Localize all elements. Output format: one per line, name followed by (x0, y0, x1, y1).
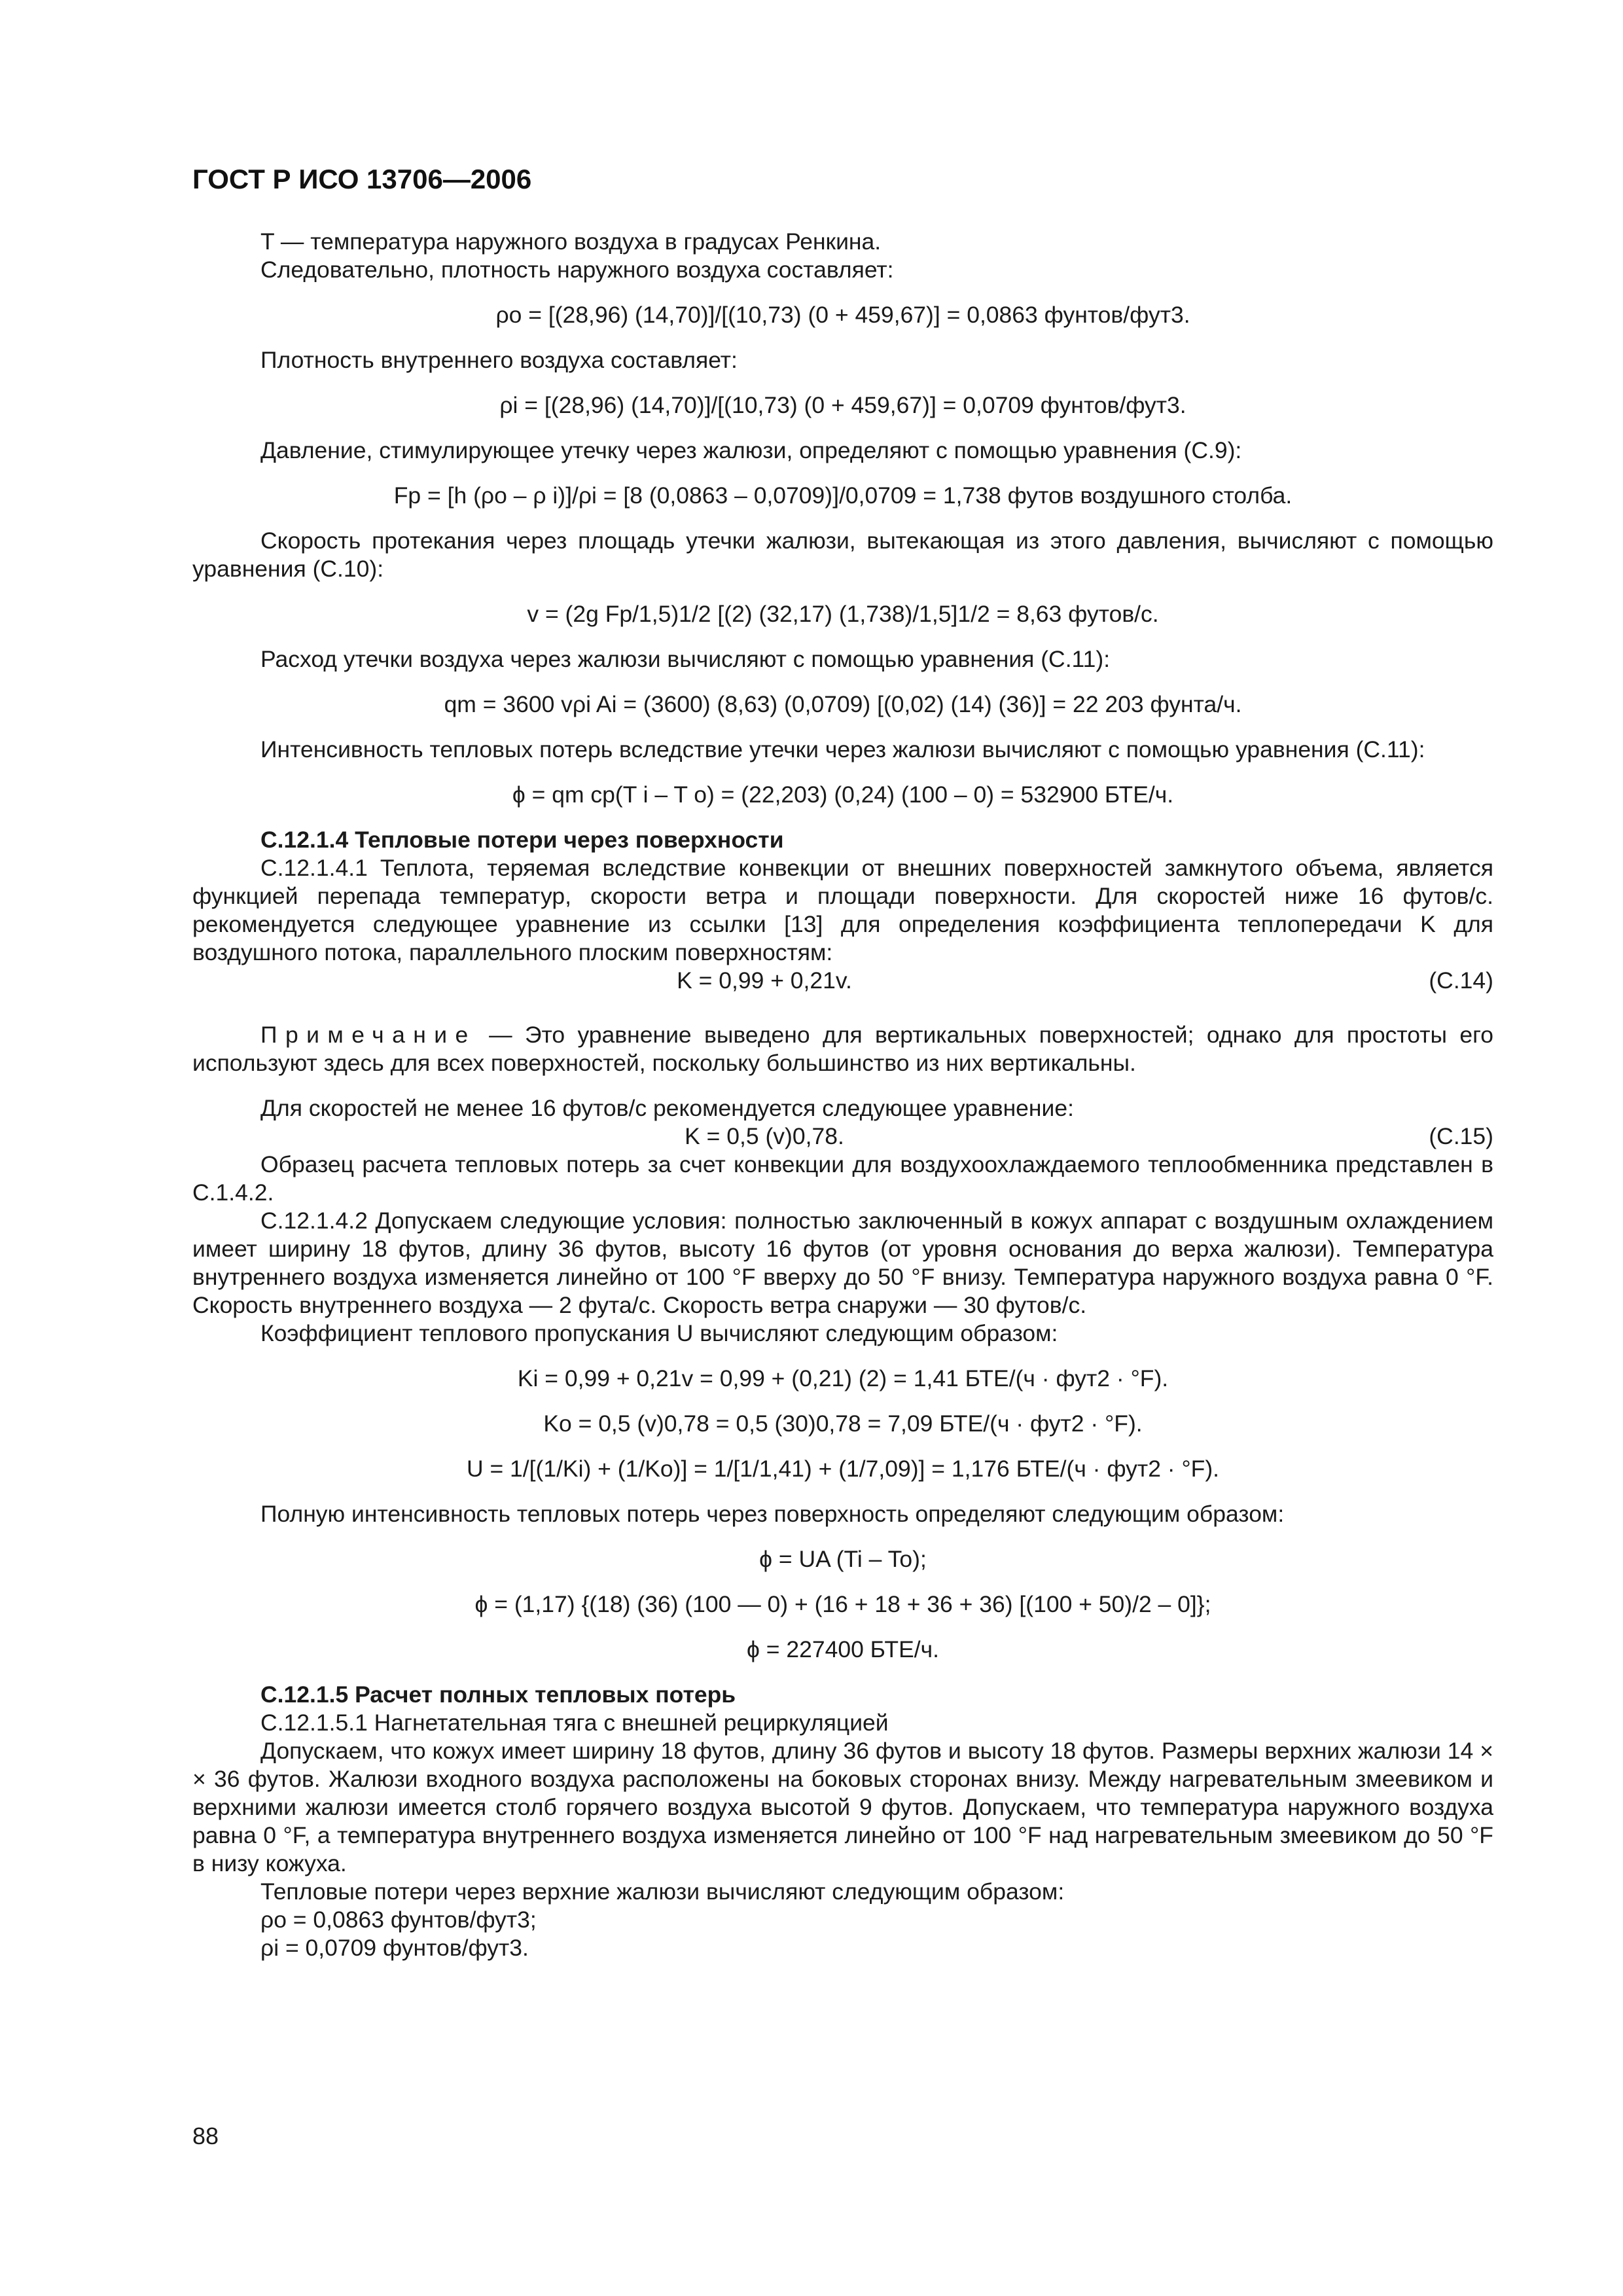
note-label: Примечание (260, 1022, 476, 1048)
paragraph: Полную интенсивность тепловых потерь через поверхность определяют следующим образом: (260, 1501, 1285, 1527)
paragraph: Образец расчета тепловых потерь за счет конвекции для воздухоохлаждаемого теплообменника представлен в C.1.4.2. (192, 1151, 1493, 1206)
paragraph: Интенсивность тепловых потерь вследствие утечки через жалюзи вычисляют с помощью уравнения (C.11): (260, 736, 1425, 762)
equation: ϕ = UA (Ti – To); (759, 1546, 927, 1572)
equation: ϕ = 227400 БТЕ/ч. (747, 1636, 939, 1662)
paragraph: Допускаем, что кожух имеет ширину 18 футов, длину 36 футов и высоту 18 футов. Размеры верхних жалюзи 14 × × 36 футов. Жалюзи входного воздуха расположены на боковых сторонах внизу. Между нагревательным змеевиком и верхними жалюзи имеется столб горячего воздуха высотой 9 футов. Допускаем, что температура наружного воздуха равна 0 °F, а температура внутреннего воздуха изменяется линейно от 100 °F над нагревательным змеевиком до 50 °F в низу кожуха. (192, 1738, 1493, 1876)
paragraph: C.12.1.4.1 Теплота, теряемая вследствие конвекции от внешних поверхностей замкнутого объема, является функцией перепада температур, скорости ветра и площади поверхности. Для скоростей ниже 16 футов/с. рекомендуется следующее уравнение из ссылки [13] для определения коэффициента теплопередачи K для воздушного потока, параллельного плоским поверхностям: (192, 855, 1493, 965)
equation: K = 0,5 (v)0,78. (685, 1123, 844, 1149)
equation: Ki = 0,99 + 0,21v = 0,99 + (0,21) (2) = 1,41 БТЕ/(ч · фут2 · °F). (517, 1365, 1169, 1391)
numbered-equation (192, 967, 1493, 995)
note (192, 1021, 1493, 1077)
paragraph: Следовательно, плотность наружного воздуха составляет: (260, 257, 894, 283)
paragraph: C.12.1.4.2 Допускаем следующие условия: полностью заключенный в кожух аппарат с воздушным охлаждением имеет ширину 18 футов, длину 36 футов, высоту 16 футов (от уровня основания до верха жалюзи). Температура внутреннего воздуха изменяется линейно от 100 °F вверху до 50 °F внизу. Температура наружного воздуха равна 0 °F. Скорость внутреннего воздуха — 2 фута/с. Скорость ветра снаружи — 30 футов/с. (192, 1208, 1493, 1318)
paragraph: C.12.1.5.1 Нагнетательная тяга с внешней рециркуляцией (260, 1710, 889, 1736)
paragraph: Плотность внутреннего воздуха составляет: (260, 347, 738, 373)
equation: ϕ = qm cp(T i – T o) = (22,203) (0,24) (100 – 0) = 532900 БТЕ/ч. (512, 781, 1174, 808)
paragraph: Для скоростей не менее 16 футов/с рекомендуется следующее уравнение: (260, 1095, 1074, 1121)
equation-number: (C.15) (1429, 1123, 1493, 1149)
note-text: — Это уравнение выведено для вертикальных поверхностей; однако для простоты его используют здесь для всех поверхностей, поскольку большинство из них вертикальны. (192, 1022, 1493, 1076)
section-heading: C.12.1.5 Расчет полных тепловых потерь (260, 1681, 736, 1708)
paragraph: Тепловые потери через верхние жалюзи вычисляют следующим образом: (260, 1878, 1065, 1905)
equation: U = 1/[(1/Ki) + (1/Ko)] = 1/[1/1,41) + (1/7,09)] = 1,176 БТЕ/(ч · фут2 · °F). (466, 1456, 1220, 1482)
equation: ρi = [(28,96) (14,70)]/[(10,73) (0 + 459,67)] = 0,0709 фунтов/фут3. (499, 392, 1186, 418)
equation: Ko = 0,5 (v)0,78 = 0,5 (30)0,78 = 7,09 БТЕ/(ч · фут2 · °F). (543, 1410, 1143, 1437)
paragraph: ρi = 0,0709 фунтов/фут3. (260, 1935, 529, 1961)
equation: ρo = [(28,96) (14,70)]/[(10,73) (0 + 459,67)] = 0,0863 фунтов/фут3. (495, 302, 1190, 328)
equation: qm = 3600 vρi Ai = (3600) (8,63) (0,0709) [(0,02) (14) (36)] = 22 203 фунта/ч. (444, 691, 1242, 717)
paragraph: Коэффициент теплового пропускания U вычисляют следующим образом: (260, 1320, 1058, 1346)
page-number: 88 (192, 2123, 219, 2149)
document-body (192, 228, 1493, 1962)
paragraph: T — температура наружного воздуха в градусах Ренкина. (260, 228, 882, 255)
equation: ϕ = (1,17) {(18) (36) (100 — 0) + (16 + 18 + 36 + 36) [(100 + 50)/2 – 0]}; (474, 1591, 1211, 1617)
equation: v = (2g Fp/1,5)1/2 [(2) (32,17) (1,738)/1,5]1/2 = 8,63 футов/с. (527, 601, 1159, 627)
document-header: ГОСТ Р ИСО 13706—2006 (192, 164, 532, 194)
numbered-equation (192, 1122, 1493, 1151)
paragraph: Скорость протекания через площадь утечки жалюзи, вытекающая из этого давления, вычисляют с помощью уравнения (C.10): (192, 528, 1493, 582)
section-heading: C.12.1.4 Тепловые потери через поверхности (260, 827, 784, 853)
paragraph: Давление, стимулирующее утечку через жалюзи, определяют с помощью уравнения (C.9): (260, 437, 1242, 463)
equation-number: (C.14) (1429, 967, 1493, 994)
equation: K = 0,99 + 0,21v. (677, 967, 852, 994)
paragraph: ρo = 0,0863 фунтов/фут3; (260, 1907, 537, 1933)
paragraph: Расход утечки воздуха через жалюзи вычисляют с помощью уравнения (C.11): (260, 646, 1111, 672)
equation: Fp = [h (ρo – ρ i)]/ρi = [8 (0,0863 – 0,0709)]/0,0709 = 1,738 футов воздушного столба. (393, 482, 1293, 509)
